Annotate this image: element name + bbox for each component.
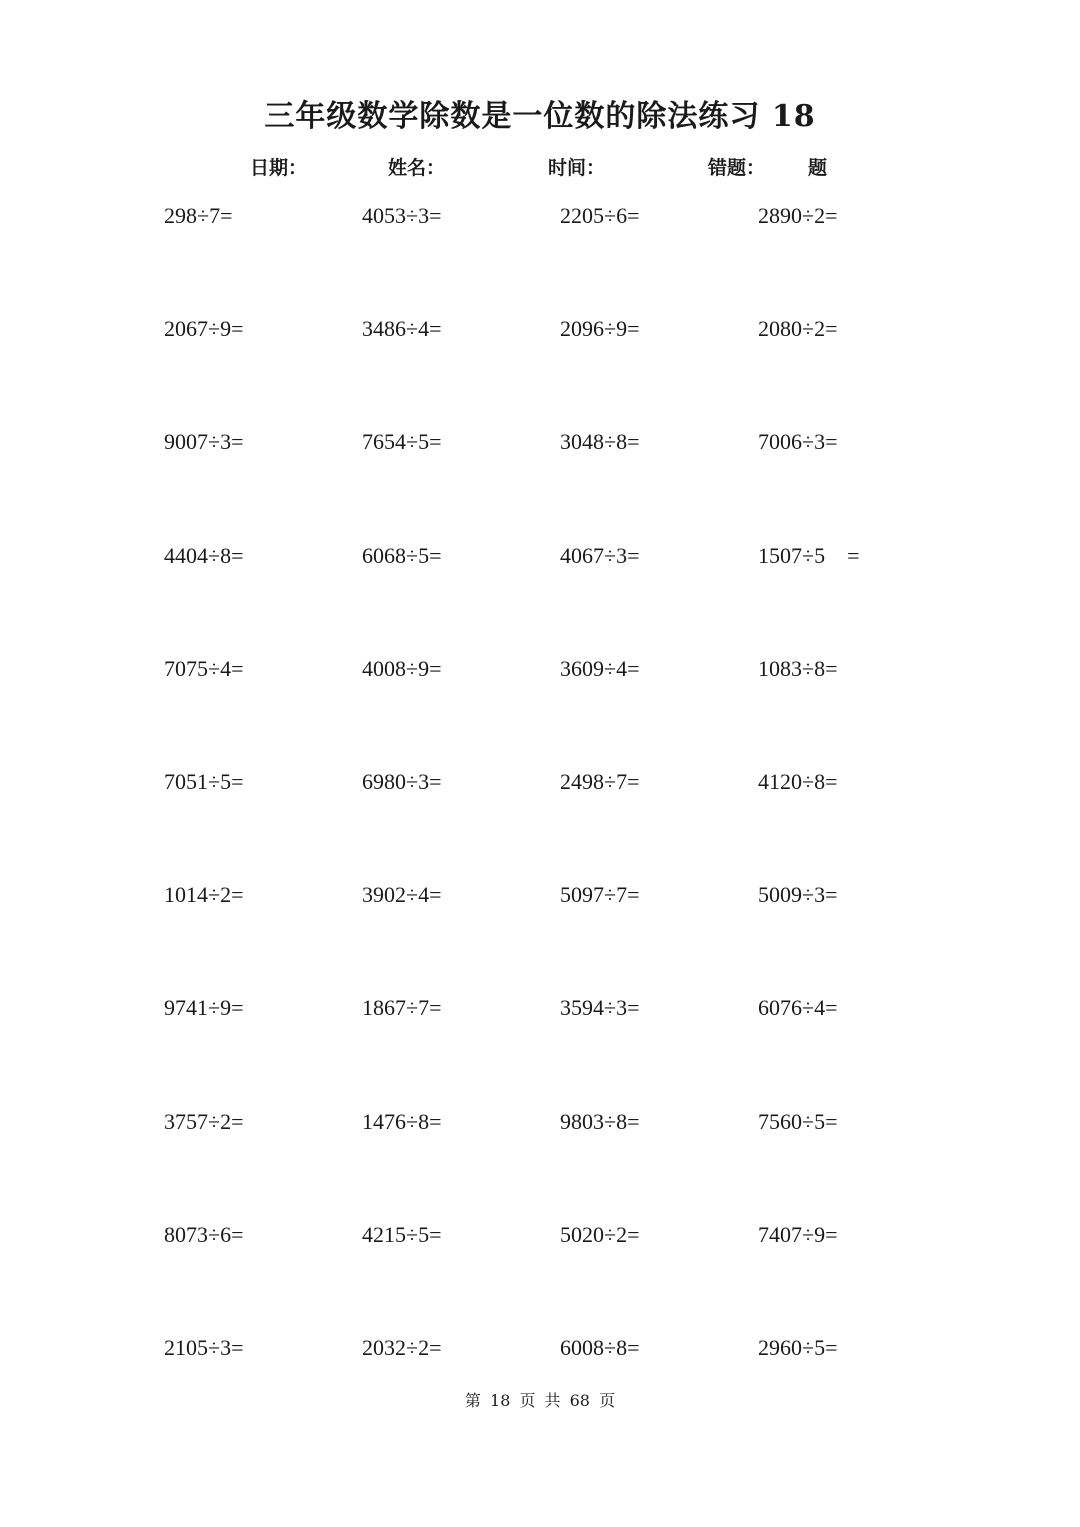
division-problem: 4053÷3=	[362, 203, 442, 228]
problem-row	[164, 653, 964, 766]
division-problem: 298÷7=	[164, 203, 233, 228]
division-problem: 5020÷2=	[560, 1221, 640, 1247]
problem-row	[164, 540, 964, 653]
division-problem: 1014÷2=	[164, 882, 244, 908]
division-problem: 6980÷3=	[362, 768, 442, 794]
division-problem: 2080÷2=	[758, 316, 838, 342]
division-problem: 4215÷5=	[362, 1221, 442, 1247]
date-label: 日期：	[250, 157, 308, 179]
problem-row	[164, 426, 964, 539]
division-problem: 7006÷3=	[758, 429, 838, 455]
division-problem: 3902÷4=	[362, 882, 442, 908]
division-problem: 2205÷6=	[560, 203, 640, 228]
division-problem: 3048÷8=	[560, 429, 640, 455]
division-problem: 6076÷4=	[758, 995, 838, 1021]
division-problem: 7407÷9=	[758, 1221, 838, 1247]
division-problem: 7560÷5=	[758, 1108, 838, 1134]
division-problem: 1867÷7=	[362, 995, 442, 1021]
division-problem: 4120÷8=	[758, 768, 838, 794]
worksheet-title: 三年级数学除数是一位数的除法练习 18	[264, 99, 816, 134]
division-problem: 8073÷6=	[164, 1221, 244, 1247]
division-problem: 7051÷5=	[164, 768, 244, 794]
division-problem: 3609÷4=	[560, 655, 640, 681]
problem-row	[164, 313, 964, 426]
problem-row	[164, 1219, 964, 1332]
name-label: 姓名：	[388, 157, 446, 179]
division-problem: 2105÷3=	[164, 1334, 244, 1360]
division-problem: 7654÷5=	[362, 429, 442, 455]
problem-row	[164, 879, 964, 992]
division-problem: 1083÷8=	[758, 655, 838, 681]
problem-grid	[164, 200, 964, 1445]
errors-label: 错题：	[708, 157, 766, 179]
division-problem: 4404÷8=	[164, 542, 244, 568]
division-problem: 9741÷9=	[164, 995, 244, 1021]
division-problem: 2096÷9=	[560, 316, 640, 342]
errors-unit-label: 题	[808, 157, 828, 179]
division-problem: 5097÷7=	[560, 882, 640, 908]
division-problem: 4008÷9=	[362, 655, 442, 681]
problem-row	[164, 1106, 964, 1219]
division-problem: 2498÷7=	[560, 768, 640, 794]
problem-row	[164, 200, 964, 313]
problem-row	[164, 1332, 964, 1445]
division-problem: 3486÷4=	[362, 316, 442, 342]
division-problem: 7075÷4=	[164, 655, 244, 681]
problem-row	[164, 992, 964, 1105]
division-problem: 9803÷8=	[560, 1108, 640, 1134]
division-problem: 6008÷8=	[560, 1334, 640, 1360]
division-problem: 9007÷3=	[164, 429, 244, 455]
division-problem: 2960÷5=	[758, 1334, 838, 1360]
division-problem: 1507÷5 =	[758, 542, 860, 568]
division-problem: 6068÷5=	[362, 542, 442, 568]
division-problem: 3594÷3=	[560, 995, 640, 1021]
time-label: 时间：	[548, 157, 606, 179]
division-problem: 5009÷3=	[758, 882, 838, 908]
page-footer: 第 18 页 共 68 页	[464, 1391, 616, 1410]
division-problem: 2890÷2=	[758, 203, 838, 228]
division-problem: 2032÷2=	[362, 1334, 442, 1360]
division-problem: 4067÷3=	[560, 542, 640, 568]
division-problem: 2067÷9=	[164, 316, 244, 342]
division-problem: 1476÷8=	[362, 1108, 442, 1134]
problem-row	[164, 766, 964, 879]
division-problem: 3757÷2=	[164, 1108, 244, 1134]
